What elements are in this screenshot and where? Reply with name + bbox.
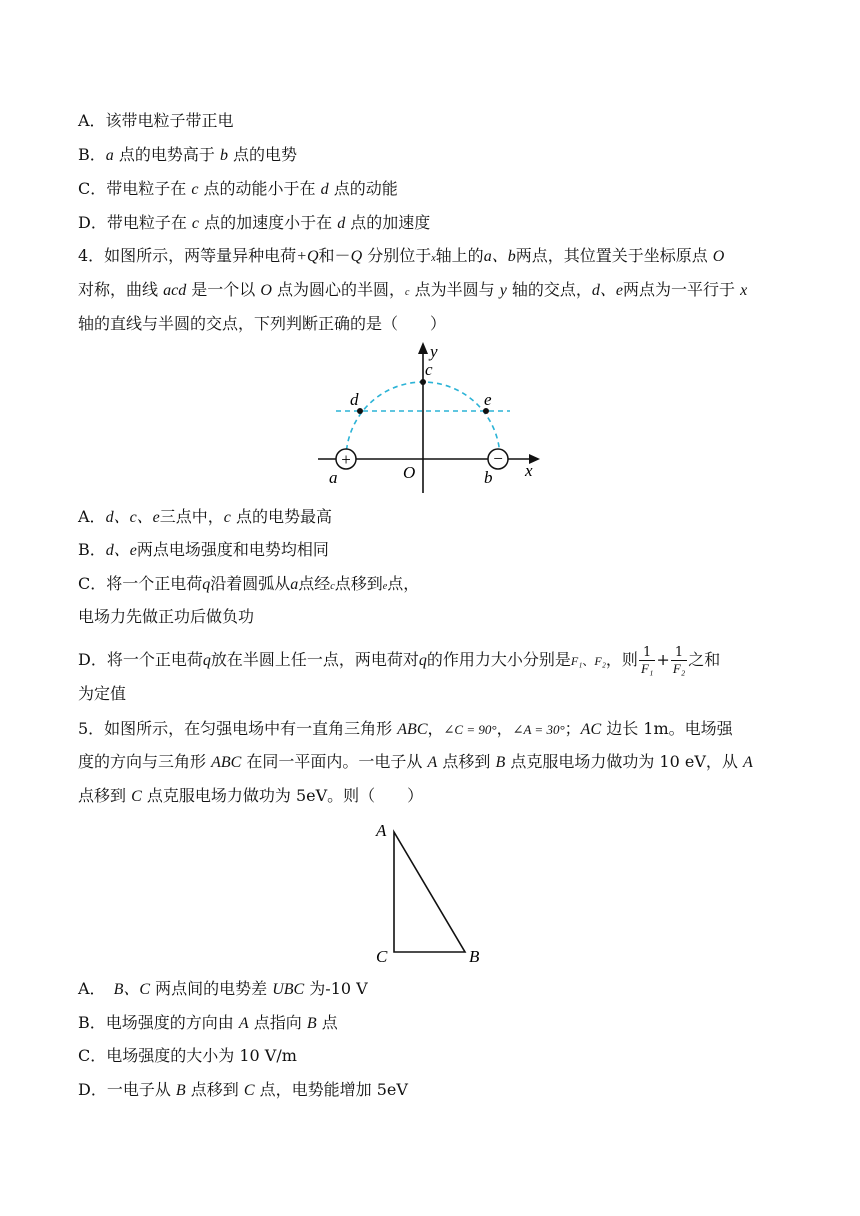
q4-option-b: B．d、e两点电场强度和电势均相同 <box>78 540 329 559</box>
q4-option-c: C．将一个正电荷q沿着圆弧从a点经c点移到e点， <box>78 574 420 593</box>
q5-option-d: D．一电子从 B 点移到 C 点，电势能增加 5eV <box>78 1080 408 1099</box>
label-e: e <box>484 390 492 409</box>
label-O: O <box>403 463 416 482</box>
label-B: B <box>469 947 480 966</box>
q4-option-d: D．将一个正电荷q放在半圆上任一点，两电荷对q的作用力大小分别是F₁、F₂，则 $\frac{1}{\text{F₁}}$ + $\frac{1}{\text{F₂}}$ 之和 <box>78 645 721 676</box>
label-y: y <box>430 342 438 361</box>
point-c <box>420 379 426 385</box>
label-A: A <box>376 821 387 840</box>
q5-option-c: C．电场强度的大小为 10 V/m <box>78 1046 297 1065</box>
q4-option-a: A．d、c、e三点中，c 点的电势最高 <box>78 507 332 526</box>
minus-sign: − <box>493 449 503 468</box>
q4-stem-line2: 对称，曲线 acd 是一个以 O 点为圆心的半圆，c 点为半圆与 y 轴的交点，d、e两点为一平行于 x <box>78 280 748 299</box>
fraction-1-over-f2: $\frac{1}{\text{F₂}}$ <box>672 645 686 676</box>
q5-option-b: B．电场强度的方向由 A 点指向 B 点 <box>78 1013 338 1032</box>
triangle-abc <box>394 832 465 952</box>
q5-option-a: A． B、C 两点间的电势差 UBC 为-10 V <box>78 979 368 998</box>
label-d: d <box>350 390 359 409</box>
q4-semicircle-figure <box>310 338 550 498</box>
q5-triangle-figure <box>370 818 490 968</box>
label-c: c <box>425 360 433 379</box>
q5-stem-line3: 点移到 C 点克服电场力做功为 5eV。则（ ） <box>78 786 424 805</box>
y-axis-arrow <box>418 342 428 354</box>
q3-option-a: A．该带电粒子带正电 <box>78 111 234 130</box>
q4-option-d-line2: 为定值 <box>78 684 127 703</box>
label-a: a <box>329 468 338 487</box>
q3-option-b: B．a 点的电势高于 b 点的电势 <box>78 145 298 164</box>
q4-stem-line3: 轴的直线与半圆的交点，下列判断正确的是（ ） <box>78 314 447 333</box>
plus-sign: + <box>341 450 351 469</box>
label-x: x <box>525 461 533 480</box>
q5-stem-line1: 5．如图所示，在匀强电场中有一直角三角形 ABC，∠C = 90°，∠A = 30°；AC 边长 1m。电场强 <box>78 719 733 738</box>
label-b: b <box>484 468 493 487</box>
q5-stem-line2: 度的方向与三角形 ABC 在同一平面内。一电子从 A 点移到 B 点克服电场力做功为 10 eV，从 A <box>78 752 753 771</box>
q4-stem-line1: 4．如图所示，两等量异种电荷+Q和－Q 分别位于x轴上的a、b两点，其位置关于坐标原点 O <box>78 246 725 265</box>
q3-option-c: C．带电粒子在 c 点的动能小于在 d 点的动能 <box>78 179 398 198</box>
q3-option-d: D．带电粒子在 c 点的加速度小于在 d 点的加速度 <box>78 213 431 232</box>
label-C: C <box>376 947 388 966</box>
fraction-1-over-f1: $\frac{1}{\text{F₁}}$ <box>640 645 654 676</box>
q4-option-c-line2: 电场力先做正功后做负功 <box>78 607 255 626</box>
